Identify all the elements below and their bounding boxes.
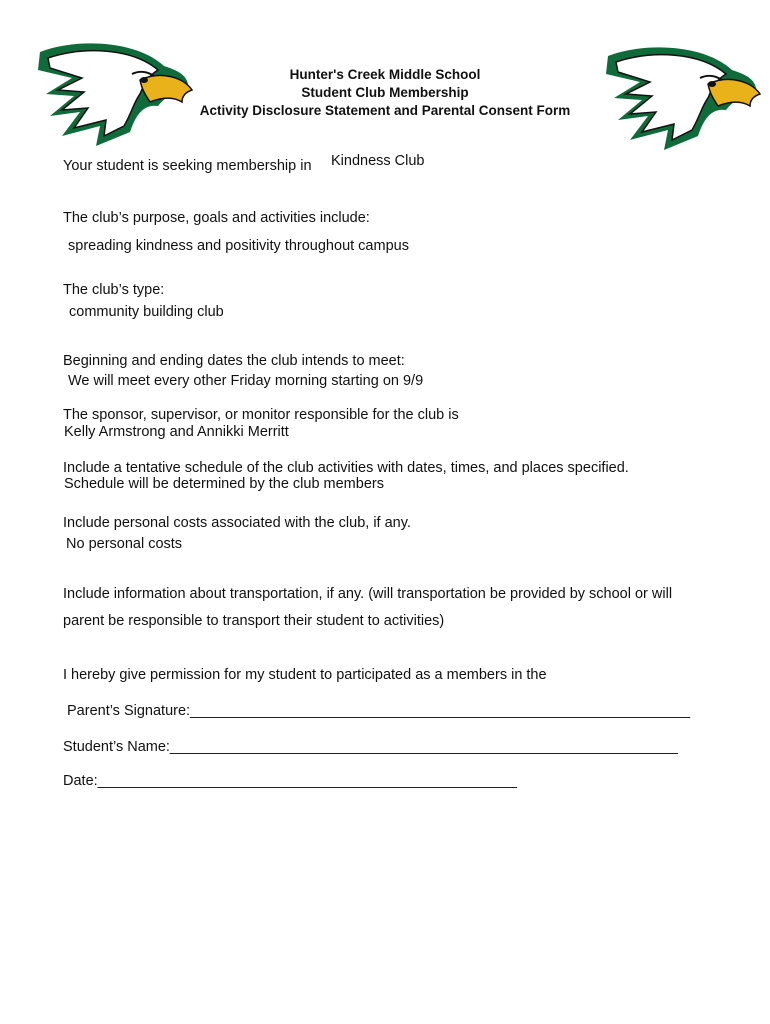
schedule-label: Include a tentative schedule of the club activities with dates, times, and places specified. <box>63 460 629 476</box>
form-subtitle: Student Club Membership <box>301 85 469 100</box>
membership-label: Your student is seeking membership in <box>63 158 312 174</box>
purpose-field[interactable]: spreading kindness and positivity throughout campus <box>68 238 409 254</box>
permission-statement: I hereby give permission for my student to participated as a members in the <box>63 667 547 683</box>
student-name-field[interactable]: Student’s Name:_______________________________________________________________ <box>63 739 678 755</box>
dates-label: Beginning and ending dates the club intends to meet: <box>63 353 405 369</box>
transport-label-line2: parent be responsible to transport their student to activities) <box>63 613 445 629</box>
date-field[interactable]: Date:____________________________________________________ <box>63 773 517 789</box>
sponsor-label: The sponsor, supervisor, or monitor responsible for the club is <box>63 407 459 423</box>
parent-signature-field[interactable]: Parent’s Signature:______________________________________________________________ <box>67 703 691 719</box>
type-field[interactable]: community building club <box>69 304 224 320</box>
costs-label: Include personal costs associated with the club, if any. <box>63 515 411 531</box>
dates-field[interactable]: We will meet every other Friday morning starting on 9/9 <box>68 373 424 389</box>
transport-label-line1: Include information about transportation, if any. (will transportation be provided by school or will <box>63 586 673 602</box>
sponsor-field[interactable]: Kelly Armstrong and Annikki Merritt <box>64 424 289 440</box>
club-name-field[interactable]: Kindness Club <box>331 153 425 169</box>
purpose-label: The club’s purpose, goals and activities include: <box>63 210 370 226</box>
costs-field[interactable]: No personal costs <box>66 536 183 552</box>
type-label: The club’s type: <box>63 282 165 298</box>
schedule-field[interactable]: Schedule will be determined by the club members <box>64 476 384 492</box>
form-title: Activity Disclosure Statement and Parental Consent Form <box>199 103 571 118</box>
school-name: Hunter's Creek Middle School <box>289 67 481 82</box>
